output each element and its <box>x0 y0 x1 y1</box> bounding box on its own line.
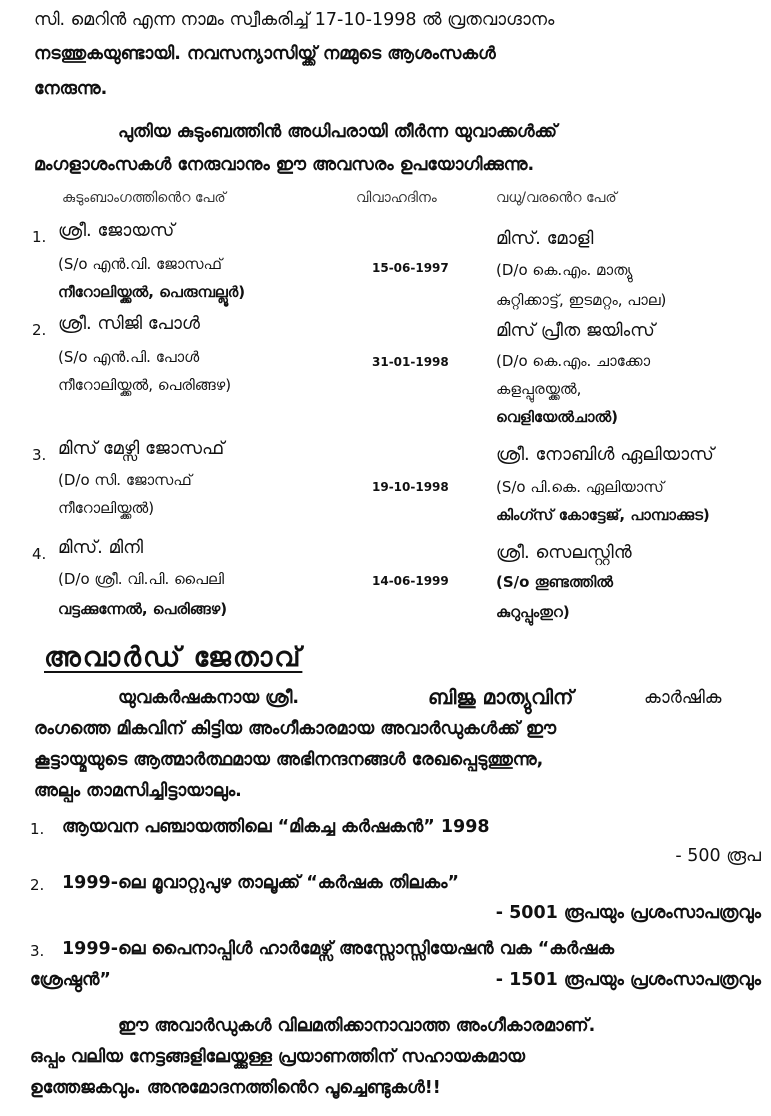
intro-line-2: നടത്തുകയുണ്ടായി. നവസന്യാസിയ്ക്ക് നമ്മുടെ ആശംസകൾ <box>34 44 496 64</box>
award-item-number: 3. <box>30 942 45 960</box>
spouse-house-place: വെളിയേൽചാൽ) <box>496 408 619 426</box>
award-item-title: ആയവന പഞ്ചായത്തിലെ “മികച്ച കർഷകൻ” 1998 <box>62 817 490 837</box>
awardee-name: ബിജു മാത്യുവിന് <box>428 685 574 709</box>
header-spouse-name: വധു/വരൻെറ പേര് <box>496 190 617 206</box>
member-house: നീറോലിയ്ക്കൽ) <box>58 499 155 517</box>
intro-line-1: സി. മെറിൻ എന്ന നാമം സ്വീകരിച്ച് 17-10-1998 ൽ വ്രതവാഗ്ദാനം <box>34 10 555 30</box>
award-para-line-2: രംഗത്തെ മികവിന് കിട്ടിയ അംഗീകാരമായ അവാർഡുകൾക്ക് ഈ <box>34 719 557 739</box>
row-number: 2. <box>32 321 47 339</box>
wedding-date: 15-06-1997 <box>372 261 449 275</box>
spouse-parent: (S/o പി.കെ. ഏലിയാസ് <box>496 478 664 496</box>
spouse-house: കിംഗ്സ് കോട്ടേജ്, പാമ്പാക്കുട) <box>496 506 710 524</box>
row-number: 4. <box>32 545 47 563</box>
member-house: നീറോലിയ്ക്കൽ, പെരിങ്ങഴ) <box>58 376 232 394</box>
member-name: മിസ്. മിനി <box>58 537 144 558</box>
row-number: 3. <box>32 446 47 464</box>
spouse-name: ശ്രീ. സെലസ്റ്റിൻ <box>496 542 632 563</box>
spouse-parent: (D/o കെ.എം. ചാക്കോ <box>496 352 651 370</box>
wedding-date: 14-06-1999 <box>372 574 449 588</box>
wishes-line-2: മംഗളാശംസകൾ നേരുവാനും ഈ അവസരം ഉപയോഗിക്കുന്നു. <box>34 155 535 175</box>
wedding-date: 19-10-1998 <box>372 480 449 494</box>
member-parent: (D/o സി. ജോസഫ് <box>58 471 192 489</box>
closing-line-1: ഈ അവാർഡുകൾ വിലമതിക്കാനാവാത്ത അംഗീകാരമാണ്. <box>118 1016 596 1036</box>
member-name: ശ്രീ. ജോയസ് <box>58 220 175 241</box>
member-house: വട്ടക്കുന്നേൽ, പെരിങ്ങഴ) <box>58 600 228 618</box>
award-para-line-1b: കാർഷിക <box>644 688 722 708</box>
closing-line-3: ഉത്തേജകവും. അനുമോദനത്തിൻെറ പൂച്ചെണ്ടുകൾ!! <box>30 1078 441 1098</box>
award-para-line-1a: യുവകർഷകനായ ശ്രീ. <box>118 688 300 708</box>
award-heading: അവാർഡ് ജേതാവ് <box>44 642 303 673</box>
member-house: നീറോലിയ്ക്കൽ, പെരുമ്പല്ലൂർ) <box>58 283 246 301</box>
intro-line-3: നേരുന്നു. <box>34 79 108 99</box>
spouse-name: ശ്രീ. നോബിൾ ഏലിയാസ് <box>496 444 714 465</box>
spouse-house: കുറുപ്പുംതുറ) <box>496 603 570 621</box>
member-parent: (D/o ശ്രീ. വി.പി. പൈലി <box>58 570 225 588</box>
award-para-line-4: അല്പം താമസിച്ചിട്ടായാലും. <box>34 781 242 801</box>
wedding-date: 31-01-1998 <box>372 355 449 369</box>
member-parent: (S/o എൻ.പി. പോൾ <box>58 348 200 366</box>
spouse-parent: (S/o തൂണ്ടത്തിൽ <box>496 573 613 591</box>
spouse-name: മിസ് പ്രീത ജയിംസ് <box>496 320 655 341</box>
header-member-name: കുടുംബാംഗത്തിൻെറ പേര് <box>62 190 226 206</box>
member-name: മിസ് മേഴ്സി ജോസഫ് <box>58 438 225 459</box>
award-item-number: 2. <box>30 876 45 894</box>
award-item-prize: - 5001 രൂപയും പ്രശംസാപത്രവും <box>495 903 761 923</box>
spouse-house: കുറ്റിക്കാട്ട്, ഇടമറ്റം, പാല) <box>496 291 667 309</box>
award-item-prize: - 500 രൂപ <box>675 846 761 866</box>
award-item-prize: - 1501 രൂപയും പ്രശംസാപത്രവും <box>495 970 761 990</box>
spouse-parent: (D/o കെ.എം. മാത്യു <box>496 261 633 279</box>
spouse-house: കളപ്പുരയ്ക്കൽ, <box>496 380 582 398</box>
member-name: ശ്രീ. സിജി പോൾ <box>58 313 200 334</box>
closing-line-2: ഒപ്പം വലിയ നേട്ടങ്ങളിലേയ്ക്കുള്ള പ്രയാണത്തിന് സഹായകമായ <box>30 1047 526 1067</box>
member-parent: (S/o എൻ.വി. ജോസഫ് <box>58 255 223 273</box>
wishes-line-1: പുതിയ കുടുംബത്തിൻ അധിപരായി തീർന്ന യുവാക്കൾക്ക് <box>118 122 558 142</box>
award-para-line-3: കൂട്ടായ്മയുടെ ആത്മാർത്ഥമായ അഭിനന്ദനങ്ങൾ രേഖപ്പെടുത്തുന്നു, <box>34 750 544 770</box>
award-item-number: 1. <box>30 820 45 838</box>
row-number: 1. <box>32 228 47 246</box>
award-item-title-cont: ശ്രേഷ്ഠൻ” <box>30 970 111 990</box>
spouse-name: മിസ്. മോളി <box>496 228 594 249</box>
award-item-title: 1999-ലെ പൈനാപ്പിൾ ഹാർമേഴ്സ് അസ്സോസ്സിയേഷൻ വക “കർഷക <box>62 939 615 959</box>
award-item-title: 1999-ലെ മൂവാറ്റുപുഴ താലൂക്ക് “കർഷക തിലകം” <box>62 873 459 893</box>
header-wedding-date: വിവാഹദിനം <box>356 190 437 206</box>
